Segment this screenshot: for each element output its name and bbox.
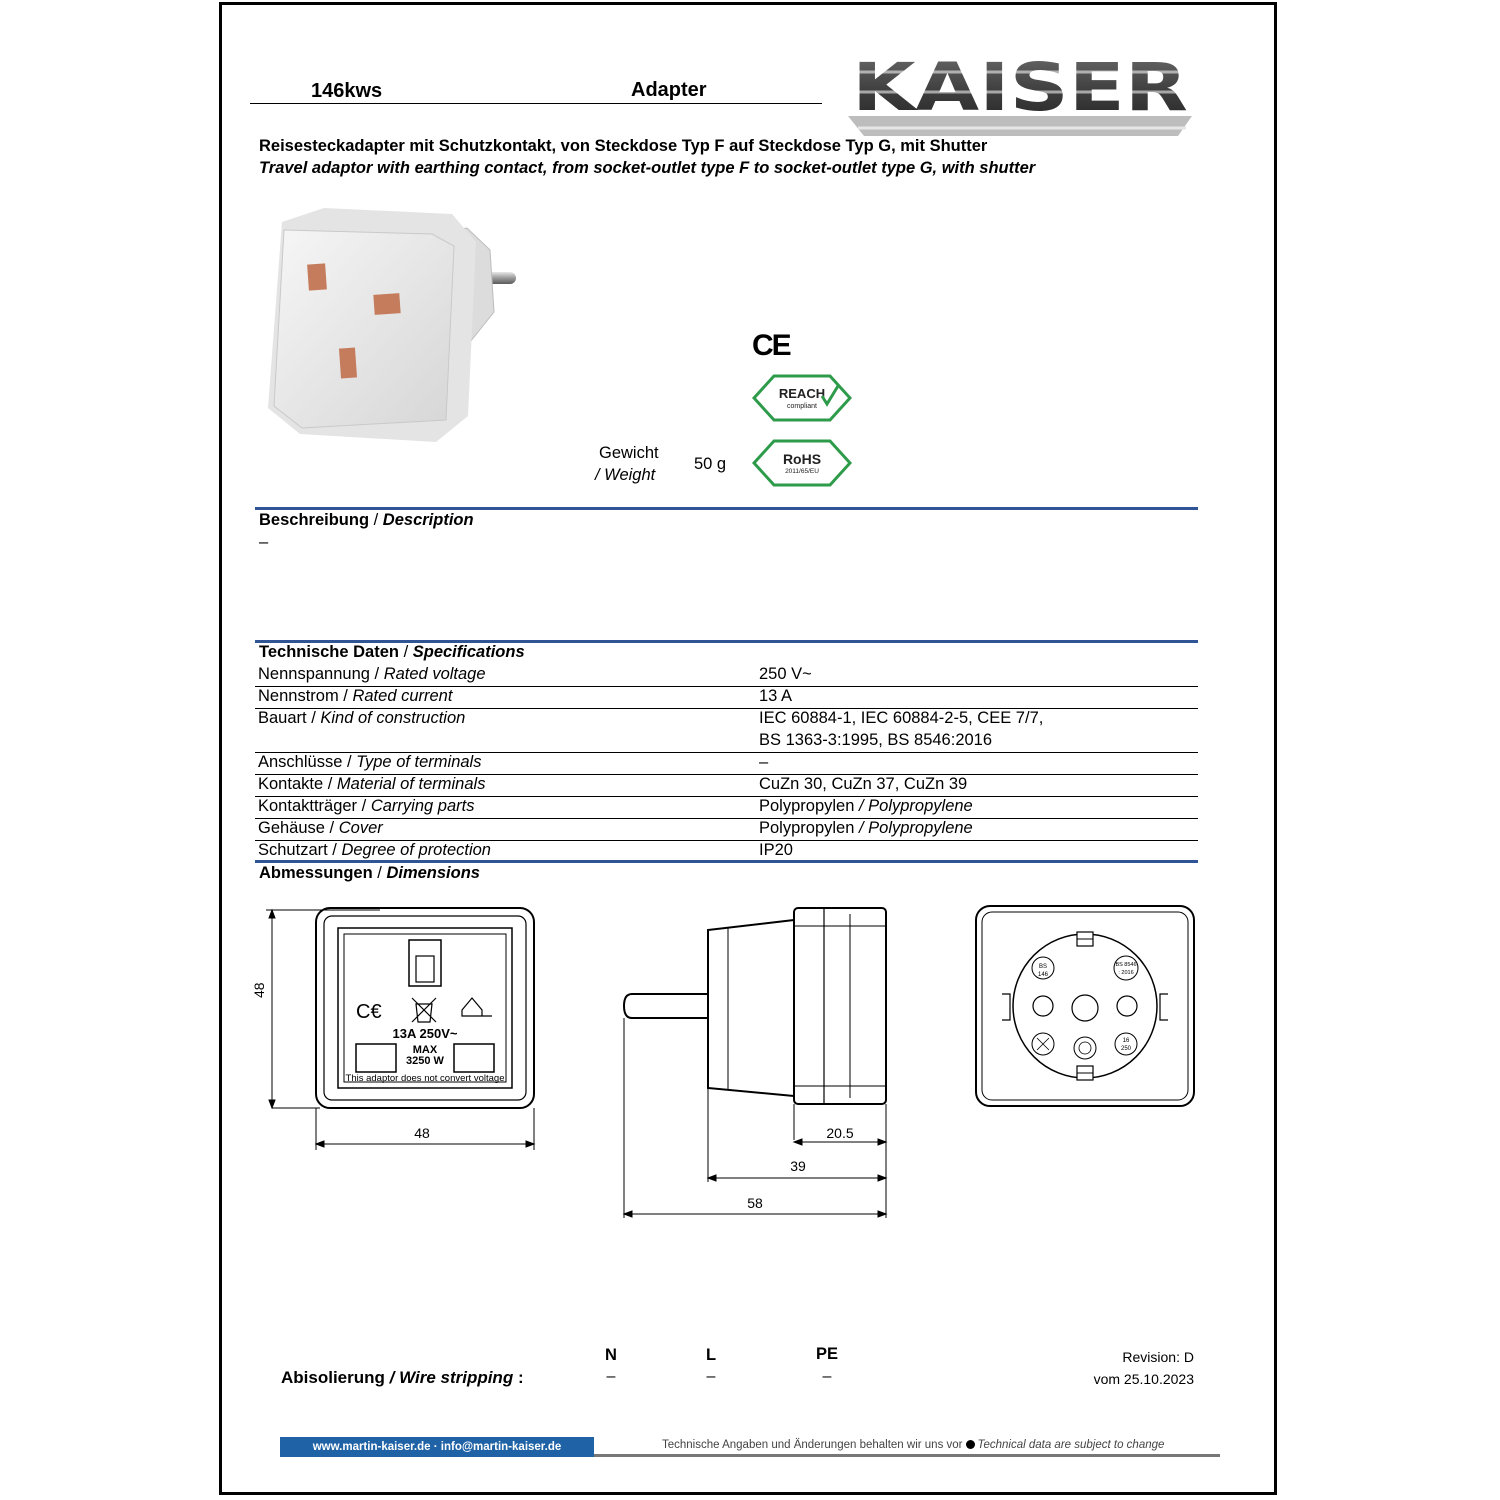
svg-text:RoHS: RoHS (782, 451, 822, 467)
spec-key: Schutzart / Degree of protection (258, 841, 491, 859)
product-photo (262, 202, 534, 448)
footer-contact[interactable]: www.martin-kaiser.de · info@martin-kaiser.de (280, 1437, 594, 1457)
header-rule (250, 103, 822, 104)
svg-text:BS: BS (1038, 964, 1048, 970)
dimensions-rule (255, 860, 1198, 863)
svg-text:: 2016: : 2016 (1118, 970, 1134, 976)
svg-text:BS 8546: BS 8546 (1115, 962, 1137, 968)
spec-key: Nennstrom / Rated current (258, 687, 453, 705)
reach-mark (752, 374, 852, 422)
weight-value: 50 g (694, 455, 727, 473)
wire-stripping-label: Abisolierung / Wire stripping : (281, 1368, 524, 1387)
kaiser-logo (848, 48, 1192, 136)
weight-label-de: Gewicht (599, 444, 659, 462)
side-view (624, 908, 886, 1218)
spec-key: Kontaktträger / Carrying parts (258, 797, 475, 815)
spec-row (255, 731, 1198, 753)
svg-text:146: 146 (1037, 972, 1049, 978)
svg-text:This adaptor does not convert: This adaptor does not convert voltage (345, 1073, 505, 1084)
svg-text:C€: C€ (356, 1001, 382, 1023)
spec-row (255, 709, 1198, 731)
front-width-dim: 48 (414, 1125, 430, 1141)
spec-value: 13 A (759, 687, 793, 705)
svg-text:2011/65/EU: 2011/65/EU (785, 468, 819, 475)
svg-text:MAX: MAX (412, 1044, 438, 1056)
spec-row (255, 797, 1198, 819)
ce-mark: CE (752, 329, 790, 362)
revision-label: Revision: D (1122, 1349, 1194, 1365)
back-view (976, 906, 1194, 1106)
spec-key: Gehäuse / Cover (258, 819, 383, 837)
wire-col-n: N (605, 1346, 617, 1364)
svg-text:compliant: compliant (787, 403, 817, 410)
dimension-drawings (250, 898, 1210, 1228)
revision-date: vom 25.10.2023 (1093, 1371, 1194, 1387)
front-height-dim: 48 (251, 982, 267, 998)
side-body-dim: 20.5 (826, 1125, 854, 1141)
title-english: Travel adaptor with earthing contact, from socket-outlet type F to socket-outlet type G, with shutter (259, 159, 1036, 177)
wire-val-l: – (706, 1368, 716, 1385)
spec-key: Nennspannung / Rated voltage (258, 665, 486, 683)
spec-value: CuZn 30, CuZn 37, CuZn 39 (759, 775, 968, 793)
spec-row (255, 819, 1198, 841)
logo-text: KAISER (852, 49, 1188, 126)
description-heading: Beschreibung / Description (259, 511, 474, 529)
footer-rule (594, 1454, 1220, 1457)
spec-key: Kontakte / Material of terminals (258, 775, 486, 793)
side-39-dim: 39 (790, 1158, 806, 1174)
product-category: Adapter (631, 79, 707, 101)
spec-value: 250 V~ (759, 665, 812, 683)
wire-col-pe: PE (815, 1345, 838, 1363)
description-rule (255, 507, 1198, 510)
spec-row (255, 753, 1198, 775)
product-code: 146kws (311, 80, 383, 102)
svg-text:16: 16 (1122, 1038, 1130, 1044)
footer-note: Technische Angaben und Änderungen behalten wir uns vor Technical data are subject to change (662, 1439, 1165, 1451)
spec-value: IP20 (759, 841, 793, 859)
spec-value: Polypropylen / Polypropylene (759, 819, 973, 837)
spec-key: Anschlüsse / Type of terminals (258, 753, 482, 771)
spec-key: Bauart / Kind of construction (258, 709, 466, 727)
svg-text:13A 250V~: 13A 250V~ (392, 1026, 458, 1041)
spec-value: – (759, 753, 769, 771)
side-total-dim: 58 (747, 1195, 763, 1211)
front-view (251, 908, 534, 1150)
bullet-icon (966, 1440, 975, 1449)
wire-col-l: L (705, 1346, 717, 1364)
spec-value: IEC 60884-1, IEC 60884-2-5, CEE 7/7, (759, 709, 1044, 727)
svg-text:REACH: REACH (778, 386, 826, 401)
svg-text:3250 W: 3250 W (406, 1055, 444, 1067)
spec-row (255, 775, 1198, 797)
dimensions-heading: Abmessungen / Dimensions (259, 864, 480, 882)
specifications-heading: Technische Daten / Specifications (259, 643, 525, 661)
spec-row (255, 687, 1198, 709)
wire-val-pe: – (822, 1368, 832, 1385)
title-german: Reisesteckadapter mit Schutzkontakt, von Steckdose Typ F auf Steckdose Typ G, mit Shutter (259, 137, 988, 155)
spec-value: Polypropylen / Polypropylene (759, 797, 973, 815)
spec-row (255, 665, 1198, 687)
spec-value: BS 1363-3:1995, BS 8546:2016 (759, 731, 993, 749)
description-text: – (259, 533, 269, 551)
weight-label-en: / Weight (595, 466, 656, 484)
wire-val-n: – (606, 1368, 616, 1385)
rohs-mark (752, 439, 852, 487)
svg-text:250: 250 (1120, 1046, 1132, 1052)
